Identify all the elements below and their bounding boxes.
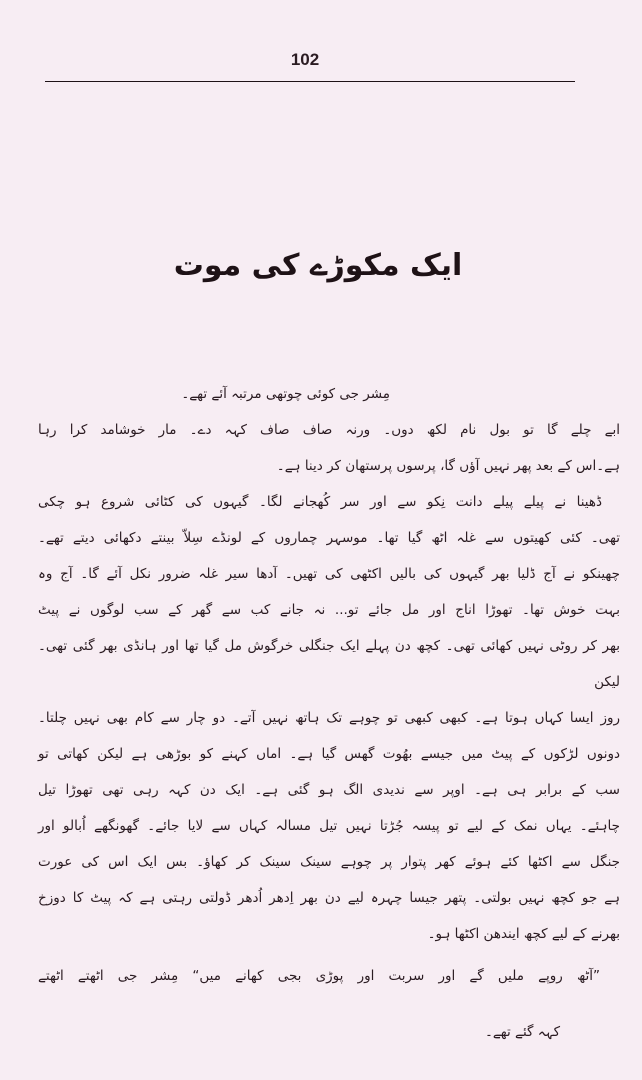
text-line: چاہئے۔ یہاں نمک کے لیے تو پیسہ جُڑتا نہیں تیل مسالہ کہاں سے لایا جائے۔ گھونگھے اُبالو اور: [38, 818, 620, 834]
text-line: ہے۔اس کے بعد پھر نہیں آؤں گا، پرسوں پرستھان کر دینا ہے۔: [276, 458, 620, 474]
text-line: سب کے برابر ہی ہے۔ اوپر سے ندیدی الگ ہو گئی ہے۔ ایک دن کہہ رہی تھی تھوڑا تیل: [38, 782, 620, 798]
text-line: ہے جو کچھ نہیں بولتی۔ پتھر جیسا چہرہ لیے دن بھر اِدھر اُدھر ڈولتی رہتی ہے کہ پیٹ کا دوزخ: [38, 890, 620, 906]
text-line: ”آٹھ روپے ملیں گے اور سربت اور پوڑی بجی کھانے میں“ مِشر جی اٹھتے اٹھتے: [38, 968, 600, 984]
text-line: مِشر جی کوئی چوتھی مرتبہ آئے تھے۔: [181, 386, 390, 402]
text-line: تھی۔ کئی کھیتوں سے غلہ اٹھ گیا تھا۔ موسہر چماروں کے لونڈے سِلاّ بینتے دکھائی دیتے تھے۔: [38, 530, 620, 546]
text-line: بھرنے کے لیے کچھ ایندھن اکٹھا ہو۔: [427, 926, 620, 942]
header-rule: [45, 81, 575, 82]
text-line: جنگل سے اکٹھا کئے ہوئے کھر پتوار پر چوہے سینک سینک کر کھاؤ۔ بس ایک اس کی عورت: [38, 854, 620, 870]
text-line: بھر کر روٹی نہیں کھائی تھی۔ کچھ دن پہلے ایک جنگلی خرگوش مل گیا تھا اور ہانڈی بھر گئی تھی۔ لیکن: [38, 638, 620, 690]
text-line: کہہ گئے تھے۔: [484, 1024, 560, 1040]
text-line: ابے چلے گا تو بول نام لکھ دوں۔ ورنہ صاف صاف کہہ دے۔ مار خوشامد کرا رہا: [38, 422, 620, 438]
page-number: 102: [290, 50, 320, 69]
text-line: ڈھینا نے پیلے پیلے دانت نِکو سے اور سر کُھجانے لگا۔ گیہوں کی کٹائی شروع ہو چکی: [38, 494, 602, 510]
text-line: روز ایسا کہاں ہوتا ہے۔ کبھی کبھی تو چوہے تک ہاتھ نہیں آتے۔ دو چار سے کام بھی نہیں چلتا۔: [38, 710, 620, 726]
text-line: چھینکو نے آج ڈلیا بھر گیہوں کی بالیں اکٹھی کی تھیں۔ آدھا سیر غلہ ضرور نکل آئے گا۔ آج وہ: [38, 566, 620, 582]
text-line: بہت خوش تھا۔ تھوڑا اناج اور مل جائے تو... نہ جانے کب سے گھر کے سب لوگوں نے پیٹ: [38, 602, 620, 618]
body-text: [38, 376, 620, 1050]
chapter-title: ایک مکوڑے کی موت: [173, 248, 463, 283]
text-line: دونوں لڑکوں کے پیٹ میں جیسے بھُوت گھس گیا ہے۔ اماں کہنے کو بوڑھی ہے لیکن کھاتی تو: [38, 746, 620, 762]
